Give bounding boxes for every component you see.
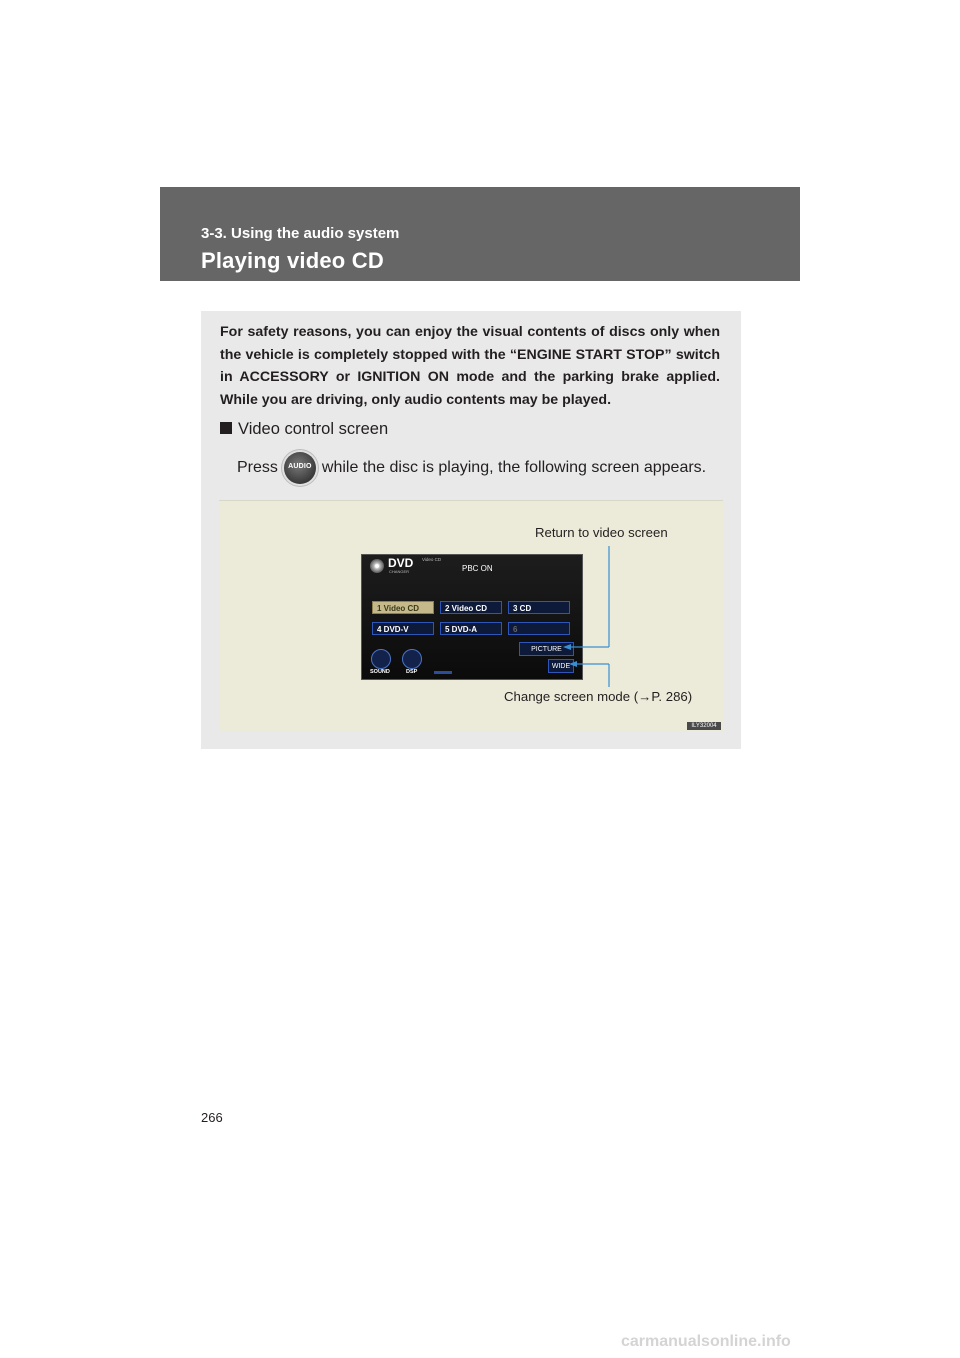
section-title: 3-3. Using the audio system: [201, 225, 400, 242]
dsp-label: DSP: [406, 669, 418, 675]
page-number: 266: [201, 1110, 223, 1125]
disc-button-6[interactable]: 6: [508, 622, 570, 635]
disc-button-5[interactable]: 5 DVD-A: [440, 622, 502, 635]
sound-label: SOUND: [370, 669, 390, 675]
screen-figure: [219, 500, 723, 731]
wide-button[interactable]: WIDE: [548, 659, 574, 673]
page-header: [160, 187, 800, 281]
content-panel: [201, 311, 741, 749]
dvd-logo-text: DVD: [388, 556, 414, 570]
watermark: carmanualsonline.info: [621, 1333, 791, 1350]
callout-change-label: Change screen mode (→P. 286): [504, 689, 693, 704]
subheading: [220, 420, 388, 439]
callout-return-label: Return to video screen: [535, 525, 668, 540]
disc-button-3[interactable]: 3 CD: [508, 601, 570, 614]
audio-button-icon: [284, 452, 316, 484]
picture-button[interactable]: PICTURE: [519, 642, 574, 656]
return-arrow-icon: [563, 644, 571, 650]
disc-button-2[interactable]: 2 Video CD: [440, 601, 502, 614]
figure-ref-code: ILY32004: [687, 722, 721, 730]
disc-button-1[interactable]: 1 Video CD: [372, 601, 434, 614]
pbc-status: PBC ON: [462, 564, 493, 573]
audio-button-label: AUDIO: [288, 463, 312, 470]
bullet-square-icon: [220, 422, 232, 434]
mode-label: Video CD: [422, 557, 442, 562]
disc-button-4[interactable]: 4 DVD-V: [372, 622, 434, 635]
press-after-text: while the disc is playing, the following screen appears.: [321, 459, 707, 476]
press-text: Press: [237, 459, 278, 476]
instruction-line: [237, 451, 706, 485]
change-arrow-icon: [569, 661, 577, 667]
page-title: Playing video CD: [201, 248, 384, 273]
subheading-text: Video control screen: [238, 420, 389, 438]
changer-text: CHANGER: [389, 569, 410, 574]
safety-notice: For safety reasons, you can enjoy the visual contents of discs only when the vehicle is completely stopped with the “ENGINE START STOP” switch in ACCESSORY or IGNITION ON mode and the parking brake applied. While you are driving, only audio contents may be played.: [220, 324, 720, 408]
